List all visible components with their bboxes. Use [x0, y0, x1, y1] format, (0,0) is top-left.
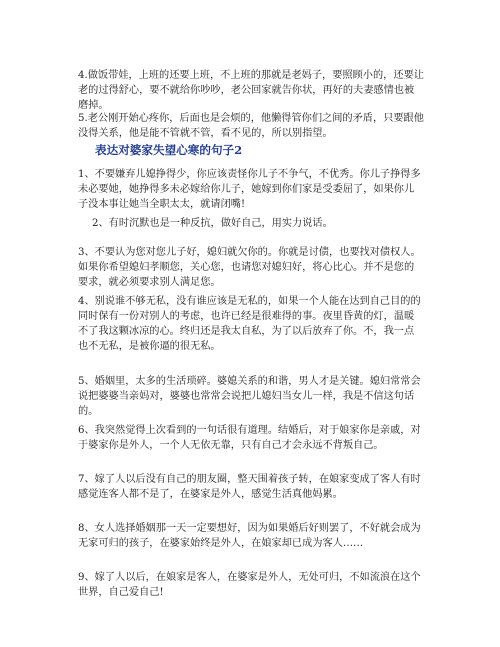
list-item-1: 1、不要嫌弃儿媳挣得少，你应该责怪你儿子不争气，不优秀。你儿子挣得多未必要她，她挣得多未必嫁给你儿子，她嫁到你们家是受委屈了，如果你儿子没本事让她当全职太太，就请闭嘴!	[78, 169, 421, 210]
list-item-3: 3、不要认为您对您儿子好，媳妇就欠你的。你就是讨债，也要找对债权人。如果你希望媳妇孝顺您，关心您，也请您对媳妇好，将心比心。并不是您的要求，就必须要求别人满足您。	[78, 247, 421, 288]
list-item-7: 7、嫁了人以后没有自己的朋友圈，整天围着孩子转，在娘家变成了客人有时感觉连客人都不是了，在婆家是外人，感觉生活真他妈累。	[78, 474, 421, 500]
paragraph-4: 4.做饭带娃，上班的还要上班，不上班的那就是老妈子，要照顾小的，还要让老的过得舒心，要不就给你吵吵，老公回家就告你状，再好的夫妻感情也被磨掉。	[78, 70, 424, 111]
list-item-2: 2、有时沉默也是一种反抗，做好自己，用实力说话。	[92, 218, 333, 229]
list-item-6: 6、我突然觉得上次看到的一句话很有道理。结婚后，对于娘家你是亲戚，对于婆家你是外人，一个人无依无靠，只有自己才会永远不背叛自己。	[78, 425, 421, 451]
paragraph-5: 5.老公刚开始心疼你，后面也是会烦的，他懒得管你们之间的矛盾，只要跟他没得关系，他是能不管就不管，看不见的，所以别指望。	[78, 113, 424, 139]
list-item-4: 4、别说谁不够无私，没有谁应该是无私的，如果一个人能在达到自己目的的同时保有一份对别人的考虑，也许已经是很难得的事。夜里昏黄的灯，温暖不了我这颗冰凉的心。终归还是我太自私，为了以后放弃了你。不，我一点也不无私，是被你逼的很无私。	[78, 296, 421, 352]
list-item-8: 8、女人选择婚姻那一天一定要想好，因为如果婚后好则罢了，不好就会成为无家可归的孩子，在婆家始终是外人，在娘家却已成为客人……	[78, 523, 421, 549]
section-title: 表达对婆家失望心寒的句子2	[95, 143, 243, 157]
list-item-9: 9、嫁了人以后，在娘家是客人，在婆家是外人，无处可归，不如流浪在这个世界，自己爱自己!	[78, 572, 421, 598]
list-item-5: 5、婚姻里，太多的生活琐碎。婆媳关系的和谐，男人才是关键。媳妇常常会说把婆婆当亲妈对，婆婆也常常会说把儿媳妇当女儿一样，我是不信这句话的。	[78, 376, 421, 417]
